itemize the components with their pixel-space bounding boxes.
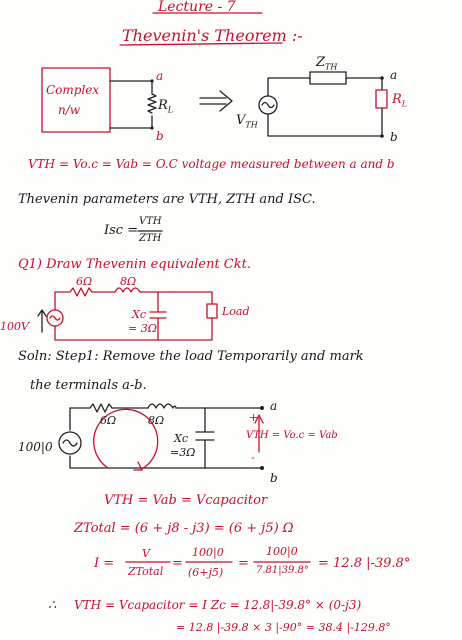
q1-source: 100V — [0, 320, 29, 333]
q1-xc: Xc — [132, 308, 146, 321]
lecture-heading: Lecture - 7 — [158, 0, 236, 15]
sol-terminal-b: b — [270, 471, 278, 485]
vth-label: $V_{TH}$ — [236, 113, 258, 130]
sol-plus: + — [249, 411, 259, 424]
sol-terminal-a: a — [270, 399, 278, 413]
final-line-2: = 12.8 |-39.8 × 3 |-90° = 38.4 |-129.8° — [176, 621, 391, 634]
vth-vab-vcap: VTH = Vab = Vcapacitor — [104, 493, 268, 508]
page-title: Thevenin's Theorem :- — [122, 26, 303, 45]
sol-vth-eq: VTH = Vo.c = Vab — [246, 430, 338, 441]
isc-lhs: Isc = — [104, 223, 139, 238]
z-total: ZTotal = (6 + j8 - j3) = (6 + j5) Ω — [74, 521, 294, 536]
isc-numerator: VTH — [139, 216, 162, 227]
fig1-terminal-b2: b — [390, 130, 398, 144]
fig1-terminal-a: a — [156, 69, 164, 83]
sol-xc: Xc — [174, 432, 188, 445]
therefore-sign: ∴ — [48, 598, 57, 613]
current-eq-1: = — [172, 556, 183, 571]
solution-step1-cont: the terminals a-b. — [30, 378, 147, 393]
complex-box-label-2: n/w — [58, 103, 81, 117]
current-den-2: (6+j5) — [188, 566, 224, 579]
zth-label: $Z_{TH}$ — [316, 55, 338, 72]
current-eq-2: = — [238, 556, 249, 571]
current-num-3: 100|0 — [266, 545, 298, 558]
solution-step1: Soln: Step1: Remove the load Temporarily and mark — [18, 349, 364, 364]
fig1-terminal-b: b — [156, 129, 164, 143]
current-den-3: 7.81|39.8° — [256, 565, 309, 576]
q1-r6: 6Ω — [76, 275, 93, 288]
sol-r6: 6Ω — [100, 414, 117, 427]
sol-xc-value: =3Ω — [170, 446, 196, 459]
fig1-rl-label: $R_L$ — [158, 98, 174, 115]
isc-denominator: ZTH — [139, 233, 162, 244]
current-lhs: I = — [94, 556, 115, 571]
fig1-terminal-a2: a — [390, 68, 398, 82]
complex-box-label-1: Complex — [46, 83, 100, 97]
sol-minus: - — [251, 451, 255, 464]
current-result: = 12.8 |-39.8° — [318, 556, 411, 571]
final-line-1: VTH = Vcapacitor = I Zc = 12.8|-39.8° × (0-j3) — [74, 598, 362, 612]
current-den-1: ZTotal — [128, 565, 164, 578]
question-1: Q1) Draw Thevenin equivalent Ckt. — [18, 257, 251, 272]
current-num-1: V — [142, 547, 150, 560]
sol-source: 100|0 — [18, 440, 53, 454]
vth-definition: VTH = Vo.c = Vab = O.C voltage measured between a and b — [28, 157, 395, 171]
q1-xc-value: = 3Ω — [128, 322, 157, 335]
fig1-rl2-label: $R_L$ — [392, 92, 408, 109]
sol-l8: 8Ω — [148, 414, 165, 427]
q1-load: Load — [222, 305, 250, 318]
current-num-2: 100|0 — [192, 546, 224, 559]
thevenin-parameters: Thevenin parameters are VTH, ZTH and ISC. — [18, 192, 316, 207]
q1-l8: 8Ω — [120, 275, 137, 288]
